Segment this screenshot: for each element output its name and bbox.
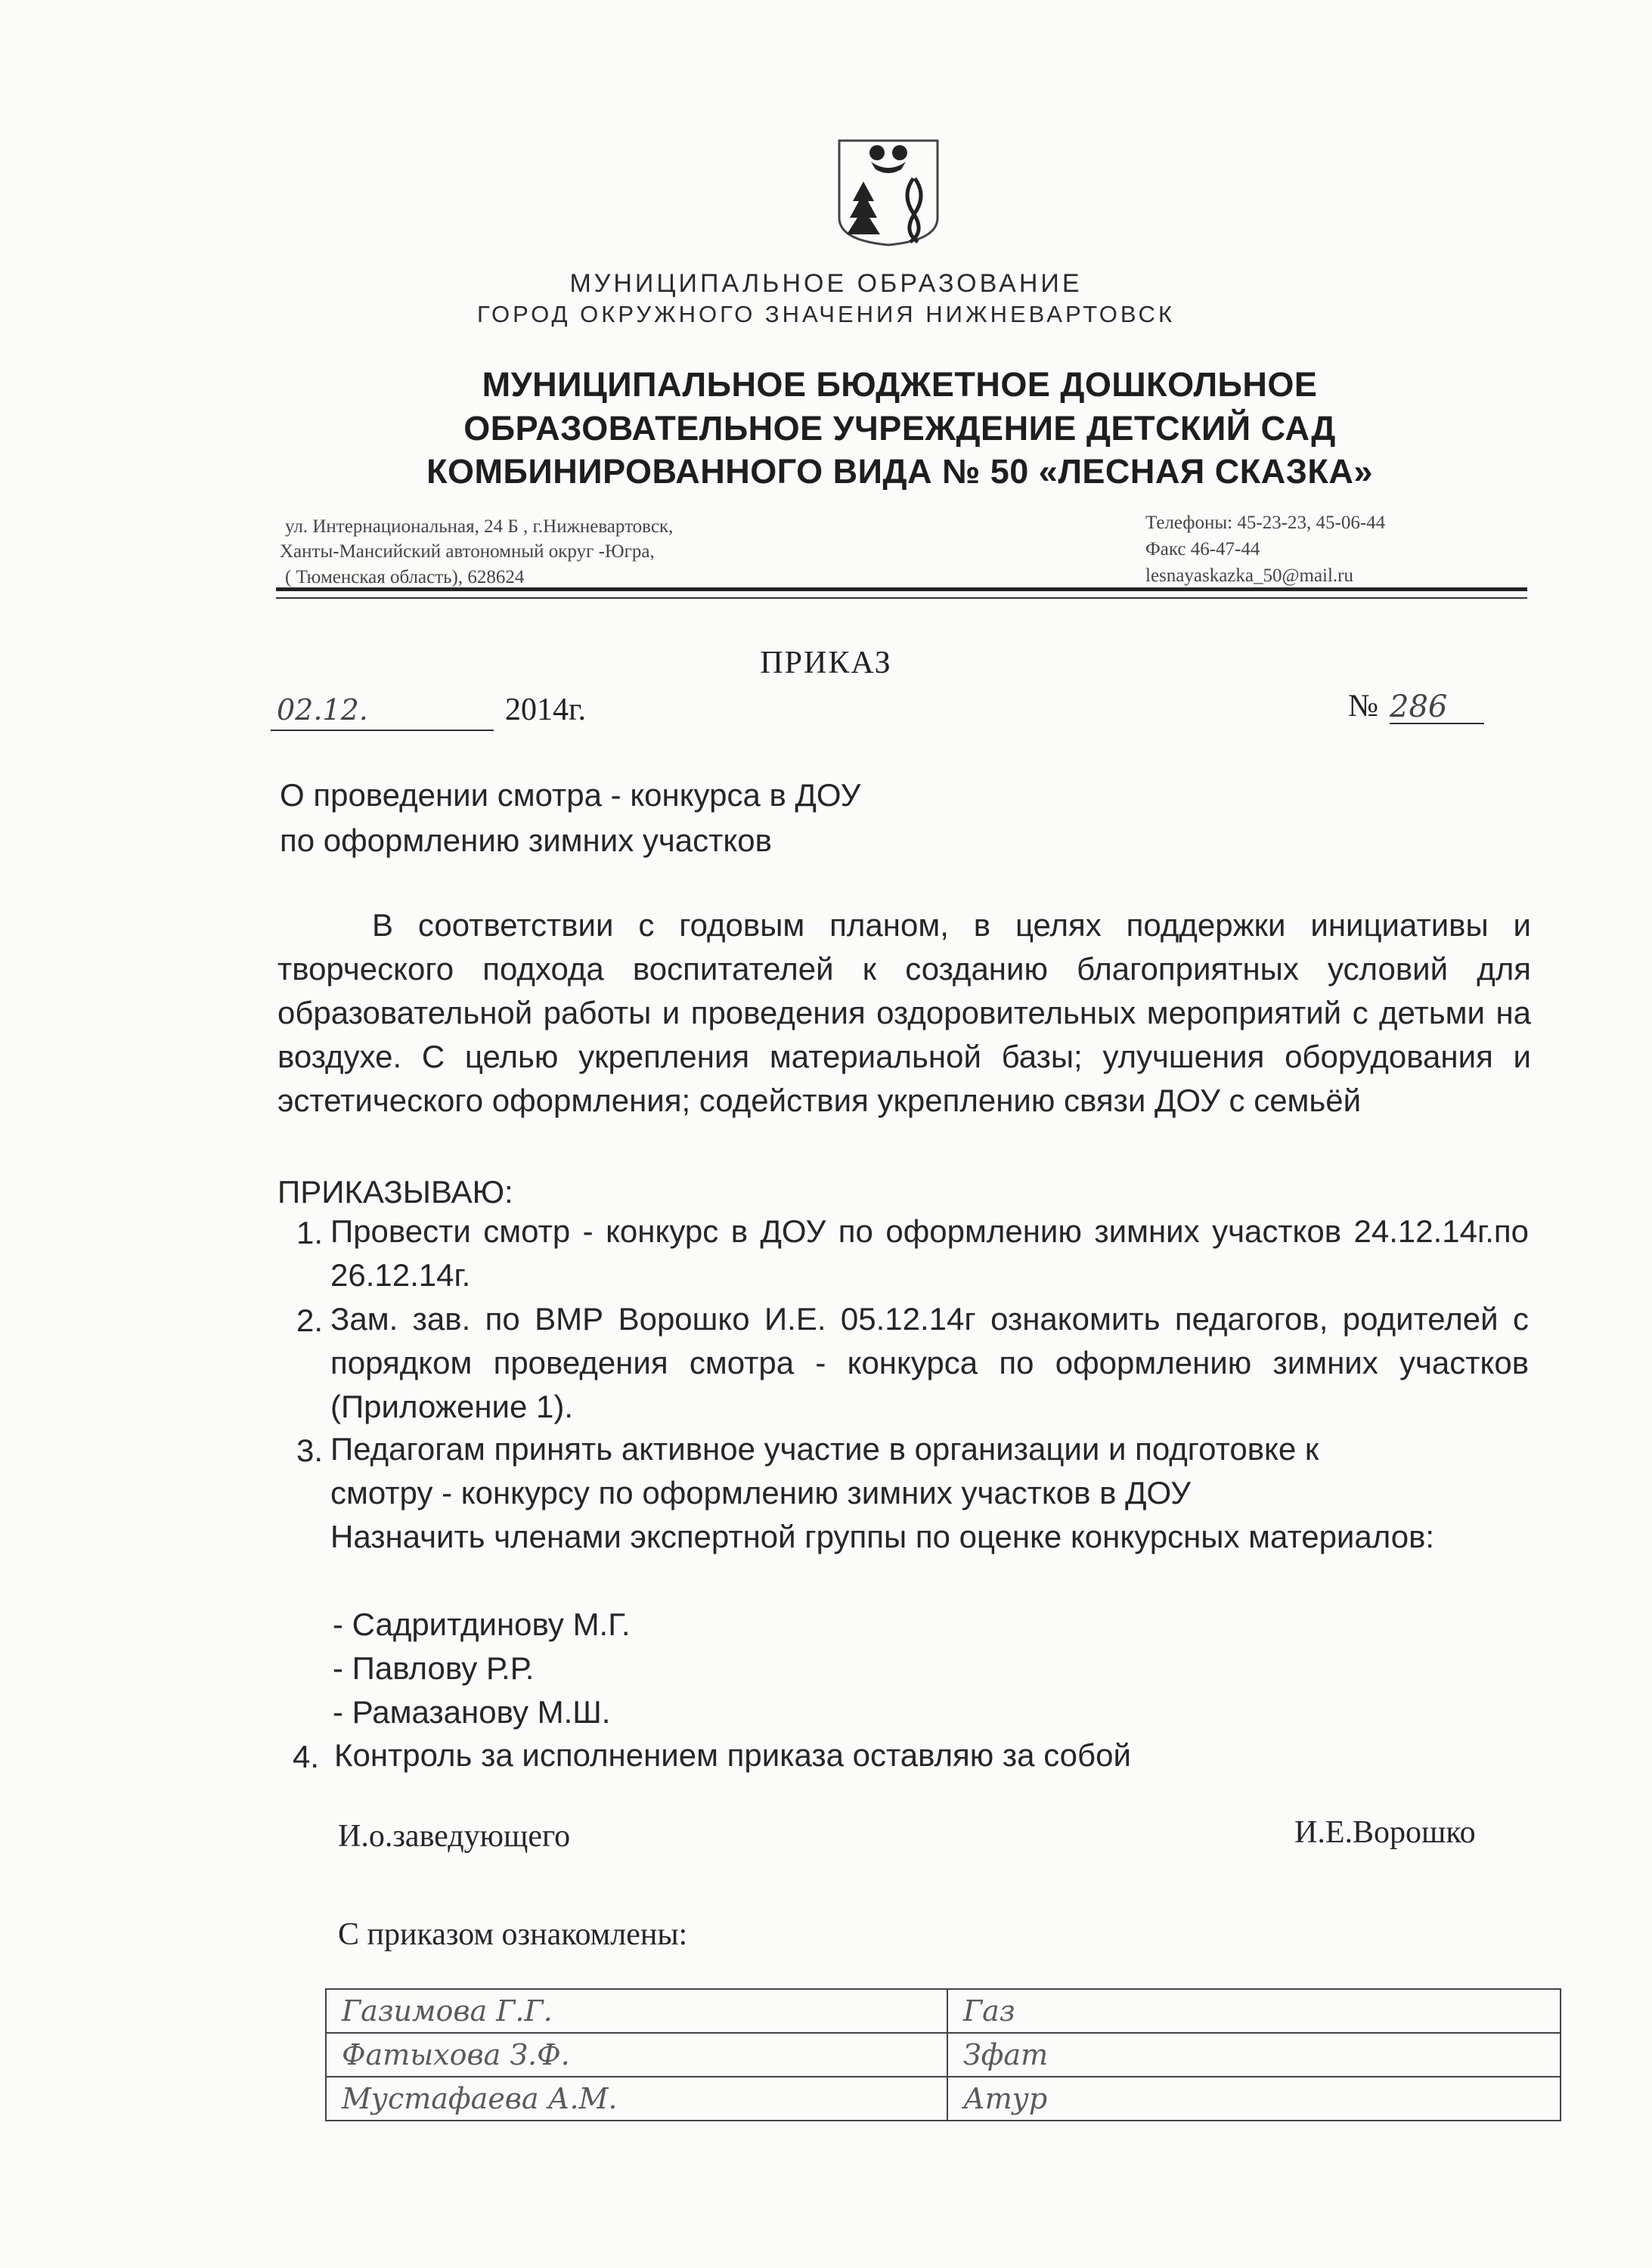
item-1-number: 1. [296,1215,323,1250]
expert-member-3: - Рамазанову М.Ш. [333,1694,611,1730]
table-row [326,2077,1561,2121]
institution-name-line-2: ОБРАЗОВАТЕЛЬНОЕ УЧРЕЖДЕНИЕ ДЕТСКИЙ САД [463,409,1336,448]
order-number-label: № [1348,689,1379,723]
preamble-paragraph [277,903,1531,1123]
staff-name: Газимова Г.Г. [326,1989,947,2033]
handwritten-date: 02.12. [277,693,368,727]
item-2-text: Зам. зав. по ВМР Ворошко И.Е. 05.12.14г ознакомить педагогов, родителей с порядком проведения смотра - конкурса по оформлению зимних участков (Приложение 1). [330,1301,1529,1424]
address-line-2: Ханты-Мансийский автономный округ -Югра, [280,541,655,562]
address-line-1: ул. Интернациональная, 24 Б , г.Нижневартовск, [285,516,674,537]
handwritten-order-number: 286 [1390,689,1484,724]
staff-name: Мустафаева А.М. [326,2077,947,2121]
acquainted-label: С приказом ознакомлены: [338,1917,688,1952]
header-divider-thick [276,587,1527,591]
document-title: ПРИКАЗ [760,646,892,680]
fir-tree-icon [847,181,880,234]
directive-heading: ПРИКАЗЫВАЮ: [277,1174,513,1210]
acquaintance-table [325,1988,1561,2121]
item-3-number: 3. [296,1433,323,1468]
staff-signature: Атур [947,2077,1561,2121]
item-4-number: 4. [292,1739,319,1774]
fish-icon [907,178,921,242]
staff-name: Фатыхова З.Ф. [326,2033,947,2077]
item-1-text: Провести смотр - конкурс в ДОУ по оформлению зимних участков 24.12.14г.по 26.12.14г. [330,1213,1529,1293]
order-year: 2014г. [505,692,586,727]
crown-icon [869,145,907,173]
item-4-text: Контроль за исполнением приказа оставляю за собой [334,1737,1131,1773]
item-3-experts-text: Назначить членами экспертной группы по оценке конкурсных материалов: [330,1519,1435,1554]
item-3-line-2: смотру - конкурсу по оформлению зимних участков в ДОУ [330,1475,1191,1510]
date-blank [271,692,494,731]
header-divider-thin [276,597,1527,599]
staff-signature: Газ [947,1989,1561,2033]
municipality-line-2: ГОРОД ОКРУЖНОГО ЗНАЧЕНИЯ НИЖНЕВАРТОВСК [476,301,1176,327]
municipality-line-1: МУНИЦИПАЛЬНОЕ ОБРАЗОВАНИЕ [569,269,1083,298]
expert-member-2: - Павлову Р.Р. [333,1650,535,1686]
staff-signature: Зфат [947,2033,1561,2077]
signer-name: И.Е.Ворошко [1294,1815,1476,1850]
expert-member-1: - Садритдинову М.Г. [333,1606,631,1642]
coat-of-arms-emblem [832,135,945,248]
email: lesnayaskazka_50@mail.ru [1145,565,1354,586]
item-2-number: 2. [296,1303,323,1338]
institution-name-line-1: МУНИЦИПАЛЬНОЕ БЮДЖЕТНОЕ ДОШКОЛЬНОЕ [482,365,1318,404]
phones: Телефоны: 45-23-23, 45-06-44 [1145,513,1386,533]
institution-name-line-3: КОМБИНИРОВАННОГО ВИДА № 50 «ЛЕСНАЯ СКАЗКА» [426,452,1373,491]
item-3-line-1: Педагогам принять активное участие в организации и подготовке к [330,1431,1319,1467]
fax: Факс 46-47-44 [1145,539,1260,559]
address-line-3: ( Тюменская область), 628624 [285,567,525,587]
table-row [326,1989,1561,2033]
table-row [326,2033,1561,2077]
signer-title: И.о.заведующего [338,1819,571,1854]
preamble-text: В соответствии с годовым планом, в целях поддержки инициативы и творческого подхода воспитателей к созданию благоприятных условий для образовательной работы и проведения оздоровительных мероприятий с детьми на воздухе. С целью укрепления материальной базы; улучшения оборудования и эстетического оформления; содействия укреплению связи ДОУ с семьёй [277,907,1531,1118]
subject-line-2: по оформлению зимних участков [280,823,772,858]
subject-line-1: О проведении смотра - конкурса в ДОУ [280,777,861,813]
